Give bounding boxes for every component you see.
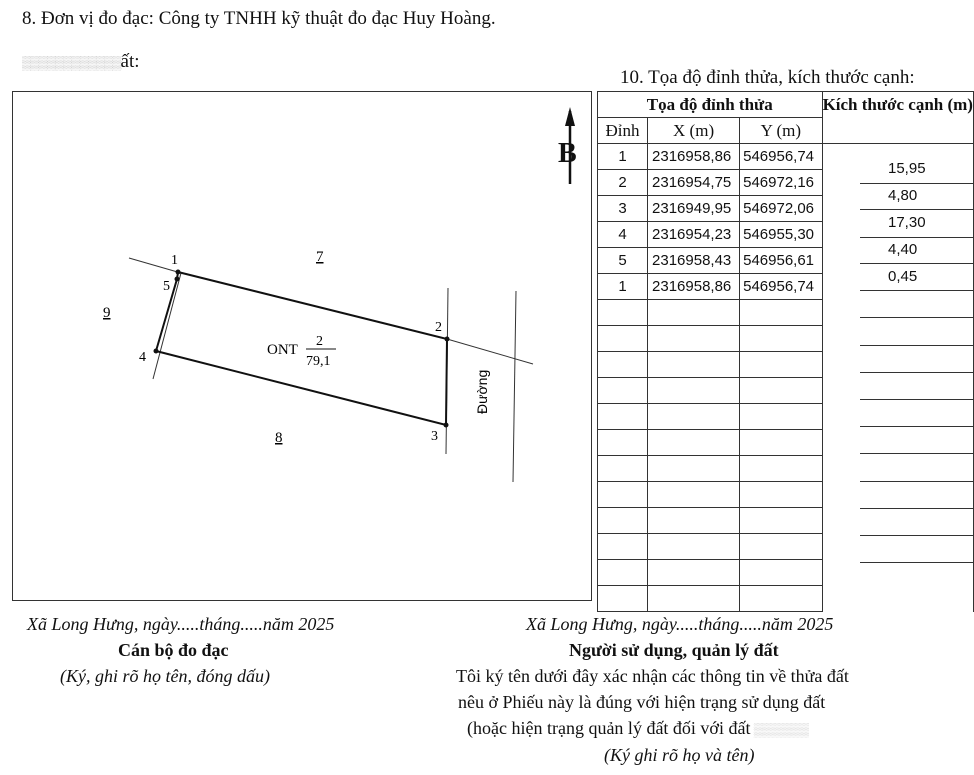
boundary-extension [447, 339, 533, 364]
empty-cell [598, 534, 648, 560]
vertex-label: 4 [139, 350, 146, 365]
edge-divider [860, 508, 974, 509]
empty-cell [740, 352, 822, 378]
land-user-sign-note: (Ký ghi rõ họ và tên) [604, 745, 755, 765]
parcel-map-svg [13, 92, 593, 602]
vertex-index-cell: 1 [598, 144, 648, 170]
vertex-index-cell: 5 [598, 248, 648, 274]
vertex-label: 2 [435, 320, 442, 335]
land-user-statement-line [467, 718, 809, 739]
vertex-5 [175, 277, 180, 282]
edge-divider [860, 562, 974, 563]
y-coordinate-cell: 546972,06 [740, 196, 822, 222]
empty-cell [648, 560, 740, 586]
empty-cell [648, 508, 740, 534]
vertex-index-cell: 2 [598, 170, 648, 196]
coordinate-table-title: 10. Tọa độ đỉnh thửa, kích thước cạnh: [620, 67, 915, 88]
surveyor-title: Cán bộ đo đạc [118, 640, 229, 660]
survey-unit-label: 8. Đơn vị đo đạc: [22, 8, 154, 29]
empty-cell [740, 300, 822, 326]
road-edge-line [513, 291, 516, 482]
parcel-land-code: ONT [267, 342, 298, 358]
edge-divider [860, 209, 974, 210]
empty-cell [598, 482, 648, 508]
vertex-index-cell: 1 [598, 274, 648, 300]
col-vertex-header: Đỉnh [598, 118, 648, 144]
empty-cell [648, 326, 740, 352]
empty-cell [598, 352, 648, 378]
parcel-number: 2 [316, 334, 323, 349]
empty-cell [598, 430, 648, 456]
empty-cell [648, 352, 740, 378]
survey-unit-line [22, 8, 496, 30]
empty-cell [598, 326, 648, 352]
right-place-date: Xã Long Hưng, ngày.....tháng.....năm 2025 [526, 614, 834, 634]
parcel-boundary [156, 272, 447, 425]
empty-cell [740, 482, 822, 508]
x-coordinate-cell: 2316949,95 [648, 196, 740, 222]
vertex-2 [445, 337, 450, 342]
edge-divider [860, 317, 974, 318]
x-coordinate-cell: 2316958,43 [648, 248, 740, 274]
y-coordinate-cell: 546955,30 [740, 222, 822, 248]
x-coordinate-cell: 2316958,86 [648, 144, 740, 170]
neighbor-parcel-label: 9 [103, 305, 111, 321]
edge-divider [860, 345, 974, 346]
y-coordinate-cell: 546956,61 [740, 248, 822, 274]
edge-length-header: Kích thước cạnh (m) [822, 92, 973, 144]
edge-length-column [860, 145, 974, 601]
north-arrow-head [565, 107, 575, 126]
edge-divider [860, 399, 974, 400]
x-coordinate-cell: 2316958,86 [648, 274, 740, 300]
empty-cell [648, 378, 740, 404]
empty-cell [648, 456, 740, 482]
parcel-sketch-heading-suffix: ất: [120, 51, 140, 72]
empty-cell [740, 534, 822, 560]
edge-divider [860, 453, 974, 454]
empty-cell [648, 482, 740, 508]
empty-cell [740, 404, 822, 430]
empty-cell [648, 430, 740, 456]
empty-cell [598, 456, 648, 482]
empty-cell [598, 560, 648, 586]
edge-length-value: 4,80 [888, 187, 918, 204]
x-coordinate-cell: 2316954,75 [648, 170, 740, 196]
edge-length-value: 17,30 [888, 214, 926, 231]
empty-cell [740, 508, 822, 534]
survey-unit-value: Công ty TNHH kỹ thuật đo đạc Huy Hoàng. [158, 8, 496, 29]
empty-cell [740, 326, 822, 352]
empty-cell [740, 456, 822, 482]
col-y-header: Y (m) [740, 118, 822, 144]
vertex-3 [444, 423, 449, 428]
edge-divider [860, 183, 974, 184]
empty-cell [740, 430, 822, 456]
col-x-header: X (m) [648, 118, 740, 144]
empty-cell [598, 300, 648, 326]
edge-divider [860, 237, 974, 238]
empty-cell [740, 586, 822, 612]
y-coordinate-cell: 546956,74 [740, 144, 822, 170]
land-user-statement-line: Tôi ký tên dưới đây xác nhận các thông tin về thửa đất [456, 666, 849, 686]
north-label: B [558, 138, 577, 169]
empty-cell [740, 560, 822, 586]
empty-cell [598, 586, 648, 612]
empty-cell [648, 404, 740, 430]
neighbor-parcel-label: 7 [316, 249, 324, 265]
vertex-label: 1 [171, 253, 178, 268]
land-user-title: Người sử dụng, quản lý đất [569, 640, 779, 660]
edge-divider [860, 372, 974, 373]
y-coordinate-cell: 546972,16 [740, 170, 822, 196]
empty-cell [598, 378, 648, 404]
empty-cell [598, 404, 648, 430]
edge-length-value: 0,45 [888, 268, 918, 285]
empty-cell [648, 586, 740, 612]
vertex-label: 3 [431, 429, 438, 444]
illegible-text: ▒▒▒▒▒▒▒▒▒▒▒▒ [22, 55, 121, 70]
edge-divider [860, 263, 974, 264]
empty-cell [740, 378, 822, 404]
edge-length-value: 15,95 [888, 160, 926, 177]
coordinate-header-group: Tọa độ đỉnh thửa [598, 92, 823, 118]
y-coordinate-cell: 546956,74 [740, 274, 822, 300]
edge-divider [860, 481, 974, 482]
parcel-area: 79,1 [306, 354, 331, 369]
vertex-index-cell: 4 [598, 222, 648, 248]
illegible-text: ▒▒▒▒▒▒ [750, 722, 809, 737]
land-user-statement-line: nêu ở Phiếu này là đúng với hiện trạng sử dụng đất [458, 692, 826, 712]
empty-cell [648, 534, 740, 560]
parcel-sketch-heading [22, 51, 140, 73]
empty-cell [648, 300, 740, 326]
x-coordinate-cell: 2316954,23 [648, 222, 740, 248]
land-user-statement-text: (hoặc hiện trạng quản lý đất đối với đất [467, 718, 751, 738]
vertex-1 [176, 270, 181, 275]
left-place-date: Xã Long Hưng, ngày.....tháng.....năm 2025 [27, 614, 335, 634]
road-label: Đường [474, 369, 490, 414]
parcel-map [12, 91, 592, 601]
empty-cell [598, 508, 648, 534]
vertex-4 [154, 349, 159, 354]
edge-divider [860, 426, 974, 427]
neighbor-parcel-label: 8 [275, 430, 283, 446]
vertex-label: 5 [163, 279, 170, 294]
vertex-index-cell: 3 [598, 196, 648, 222]
edge-divider [860, 290, 974, 291]
edge-length-value: 4,40 [888, 241, 918, 258]
edge-divider [860, 535, 974, 536]
surveyor-sign-note: (Ký, ghi rõ họ tên, đóng dấu) [60, 666, 270, 686]
